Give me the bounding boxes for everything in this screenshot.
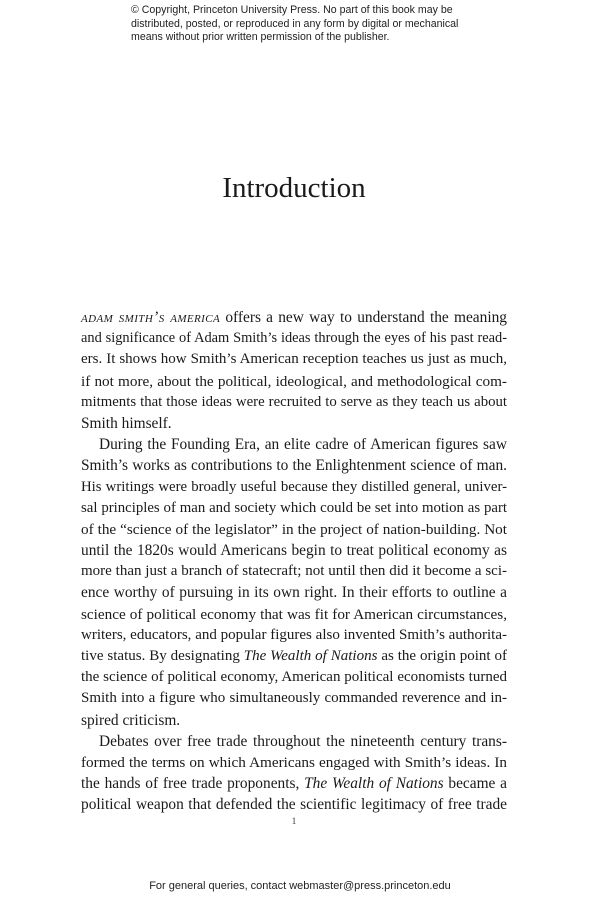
- text-line: more than just a branch of statecraft; not until then did it become a sci-: [81, 563, 507, 580]
- text-span: offers a new way to understand the meaning: [220, 309, 507, 326]
- copyright-line: distributed, posted, or reproduced in any form by digital or mechanical: [131, 17, 459, 30]
- text-line: [81, 646, 507, 667]
- text-line: and significance of Adam Smith’s ideas through the eyes of his past read-: [81, 330, 507, 347]
- footer-contact: For general queries, contact webmaster@press.princeton.edu: [149, 880, 451, 892]
- body-text: [81, 307, 507, 816]
- text-span: as the origin point of: [377, 648, 507, 664]
- text-line: until the 1820s would Americans begin to treat political economy as: [81, 542, 507, 560]
- text-line: Smith into a figure who simultaneously commanded reverence and in-: [81, 690, 507, 707]
- text-line: mitments that those ideas were recruited to serve as they teach us about: [81, 393, 507, 410]
- book-title: The Wealth of Nations: [304, 775, 444, 793]
- copyright-line: means without prior written permission of the publisher.: [131, 31, 390, 43]
- text-line: spired criticism.: [81, 711, 181, 729]
- copyright-line: © Copyright, Princeton University Press. No part of this book may be: [131, 4, 453, 16]
- text-span: tive status. By designating: [81, 648, 244, 664]
- book-title: The Wealth of Nations: [243, 648, 378, 664]
- book-title-lead: adam smith’s america: [81, 309, 221, 326]
- text-line: During the Founding Era, an elite cadre of American figures saw: [99, 436, 507, 454]
- text-line: sal principles of man and society which could be set into motion as part: [81, 499, 507, 516]
- text-line: Debates over free trade throughout the nineteenth century trans-: [99, 732, 507, 750]
- text-line: His writings were broadly useful because they distilled general, univer-: [81, 478, 507, 495]
- text-span: the hands of free trade proponents,: [81, 775, 305, 793]
- text-line: [81, 307, 507, 328]
- text-line: science of political economy that was fit for American circumstances,: [81, 605, 507, 623]
- text-line: ers. It shows how Smith’s American reception teaches us just as much,: [81, 351, 507, 368]
- text-span: became a: [443, 775, 507, 793]
- text-line: the science of political economy, American political economists turned: [81, 669, 507, 686]
- text-line: [81, 773, 507, 794]
- copyright-notice: [131, 4, 491, 45]
- text-line: formed the terms on which Americans engaged with Smith’s ideas. In: [81, 753, 507, 771]
- chapter-title: Introduction: [222, 172, 366, 204]
- text-line: Smith’s works as contributions to the Enlightenment science of man.: [81, 457, 507, 475]
- text-line: writers, educators, and popular figures also invented Smith’s authorita-: [81, 626, 507, 643]
- page-number: 1: [291, 816, 297, 826]
- text-line: of the “science of the legislator” in the project of nation-building. Not: [81, 520, 507, 538]
- text-line: ence worthy of pursuing in its own right. In their efforts to outline a: [81, 584, 507, 602]
- text-line: political weapon that defended the scientific legitimacy of free trade: [81, 796, 507, 814]
- text-line: if not more, about the political, ideological, and methodological com-: [81, 372, 507, 390]
- text-line: Smith himself.: [81, 414, 172, 432]
